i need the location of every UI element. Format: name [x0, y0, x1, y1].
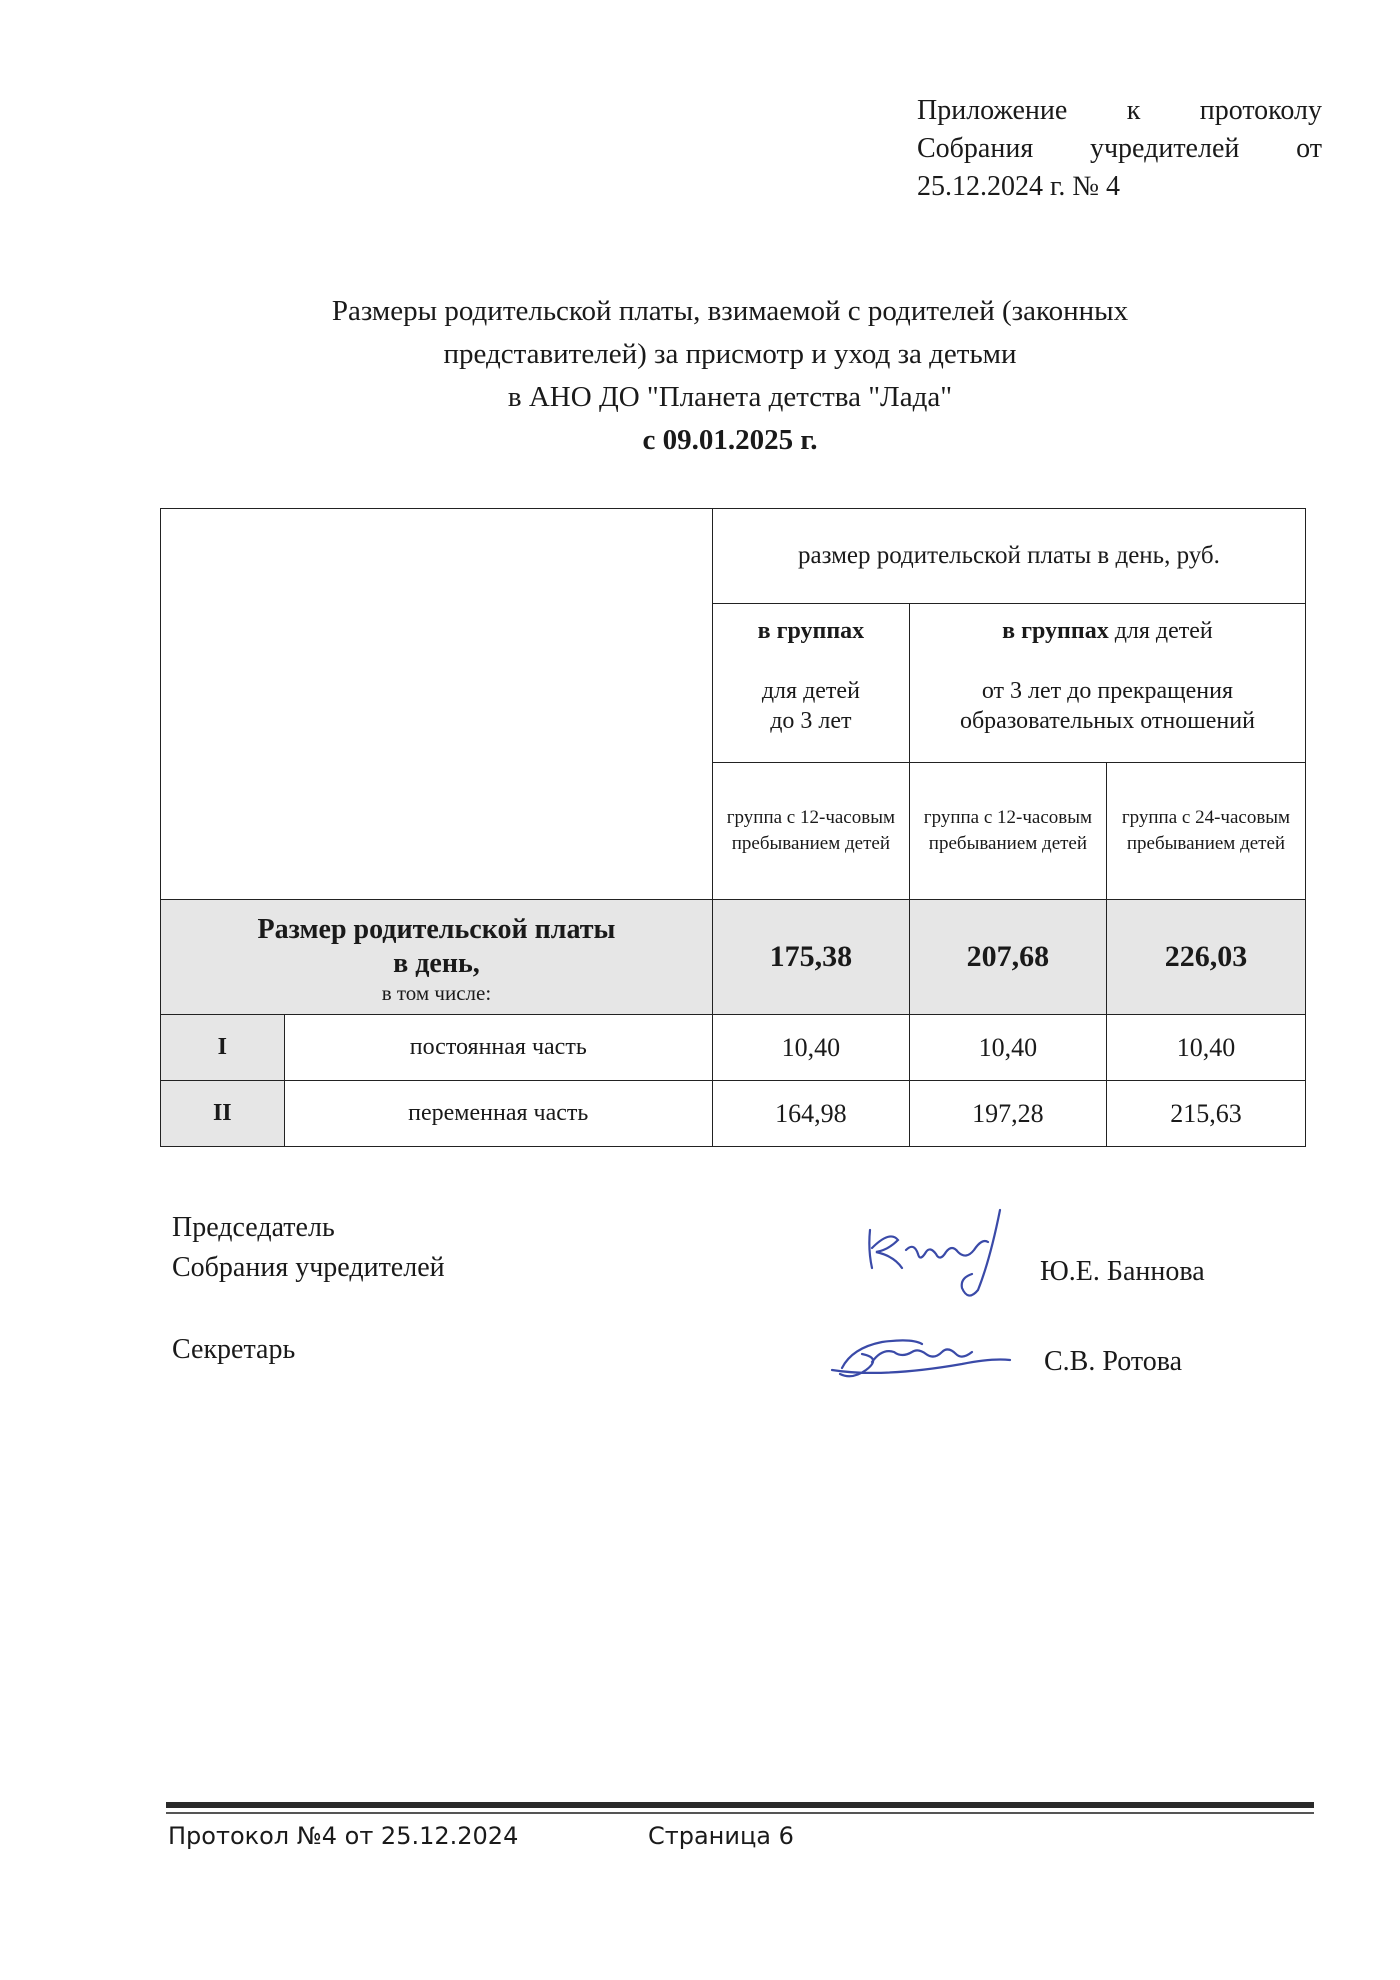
header-group-over-3: в группах для детей от 3 лет до прекращения образовательных отношений — [909, 604, 1305, 763]
row-value: 197,28 — [909, 1081, 1106, 1147]
table-row — [161, 1015, 1306, 1081]
secretary-signature-image — [822, 1318, 1022, 1388]
row-number: II — [161, 1081, 285, 1147]
row-value: 10,40 — [712, 1015, 909, 1081]
total-row — [161, 900, 1306, 1015]
row-value: 215,63 — [1106, 1081, 1305, 1147]
secretary-name: С.В. Ротова — [1044, 1346, 1183, 1377]
chairman-signature-image — [850, 1190, 1050, 1300]
appendix-note — [917, 92, 1322, 206]
footer-page-number: Страница 6 — [648, 1822, 794, 1850]
row-value: 10,40 — [1106, 1015, 1305, 1081]
total-value-3: 226,03 — [1106, 900, 1305, 1015]
footer-rule-thin — [166, 1812, 1314, 1814]
chairman-title: Председатель Собрания учредителей — [172, 1212, 445, 1283]
header-group-under-3: в группах для детей до 3 лет — [712, 604, 909, 763]
total-label: Размер родительской платы в день, в том числе: — [161, 900, 713, 1015]
row-name: переменная часть — [284, 1081, 712, 1147]
secretary-title: Секретарь — [172, 1334, 296, 1365]
footer-protocol: Протокол №4 от 25.12.2024 — [168, 1822, 519, 1850]
subheader-12h-over-3: группа с 12-часовым пребыванием детей — [909, 763, 1106, 900]
appendix-line-3: 25.12.2024 г. № 4 — [917, 171, 1121, 202]
chairman-name: Ю.Е. Баннова — [1040, 1256, 1205, 1287]
header-fee-per-day: размер родительской платы в день, руб. — [712, 509, 1305, 604]
fee-table — [160, 508, 1306, 1147]
document-title: Размеры родительской платы, взимаемой с родителей (законных представителей) за присмотр и уход за детьми в АНО ДО "Планета детства "Лада" с 09.01.2025 г. — [180, 290, 1280, 462]
subheader-12h-under-3: группа с 12-часовым пребыванием детей — [712, 763, 909, 900]
empty-corner-cell — [161, 509, 713, 900]
total-value-1: 175,38 — [712, 900, 909, 1015]
total-value-2: 207,68 — [909, 900, 1106, 1015]
table-row — [161, 1081, 1306, 1147]
row-number: I — [161, 1015, 285, 1081]
row-value: 164,98 — [712, 1081, 909, 1147]
appendix-line-1: Приложение к протоколу — [917, 95, 1322, 126]
appendix-line-2: Собрания учредителей от — [917, 133, 1322, 164]
footer-rule — [166, 1802, 1314, 1808]
effective-date: с 09.01.2025 г. — [642, 424, 818, 456]
row-name: постоянная часть — [284, 1015, 712, 1081]
subheader-24h-over-3: группа с 24-часовым пребыванием детей — [1106, 763, 1305, 900]
row-value: 10,40 — [909, 1015, 1106, 1081]
